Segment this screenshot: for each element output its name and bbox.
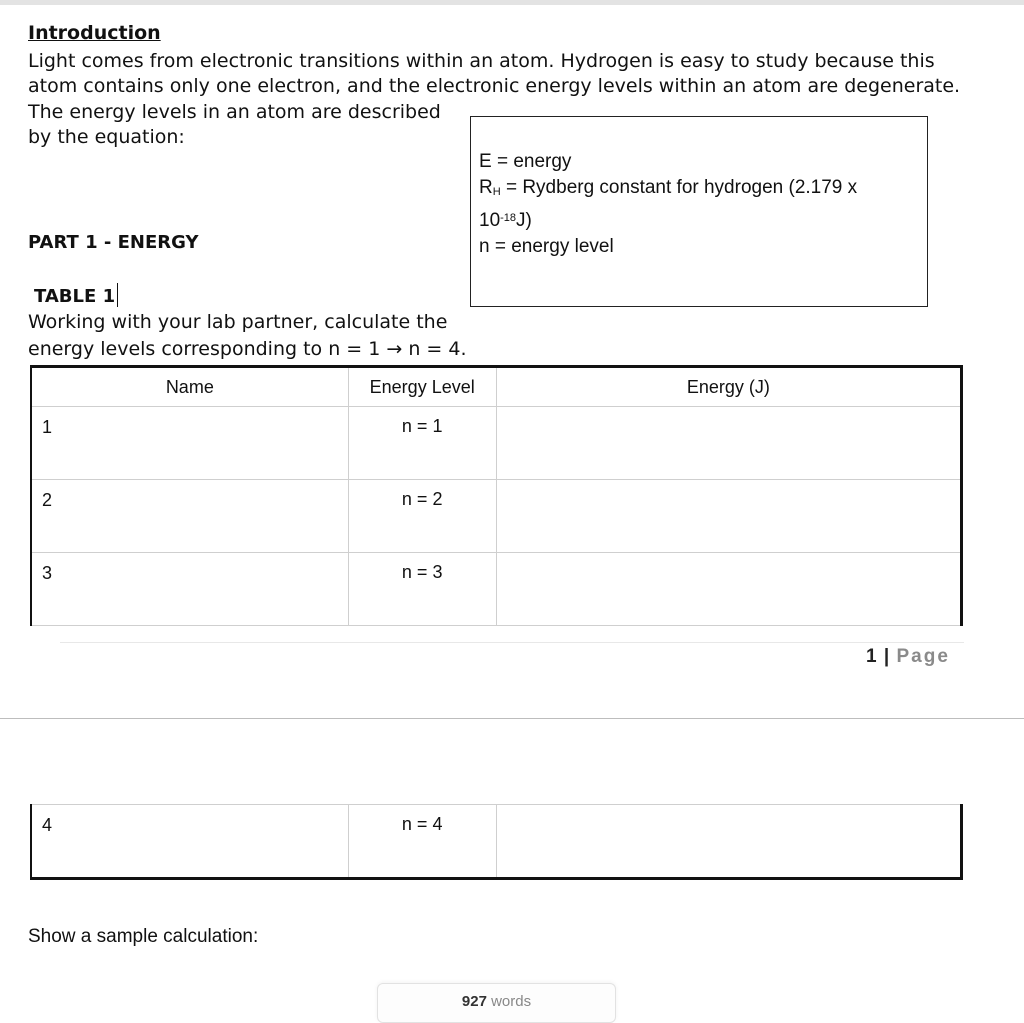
page-label: Page xyxy=(896,646,950,667)
row-energy-cell[interactable] xyxy=(496,480,961,553)
row-level-cell[interactable]: n = 1 xyxy=(348,407,496,480)
word-count-value: 927 xyxy=(461,993,487,1010)
legend-energy-level: n = energy level xyxy=(479,236,614,257)
energy-table-part-2 xyxy=(30,804,963,880)
row-level-cell[interactable]: n = 3 xyxy=(348,553,496,626)
row-energy-cell[interactable] xyxy=(496,805,961,879)
table-row xyxy=(31,553,962,626)
legend-energy: E = energy xyxy=(479,151,572,172)
word-count-label: words xyxy=(491,993,532,1010)
intro-line-3: The energy levels in an atom are described xyxy=(28,101,441,123)
table1-label-text: TABLE 1 xyxy=(34,286,116,307)
rydberg-base: 10 xyxy=(479,210,501,231)
word-count-button[interactable] xyxy=(377,983,616,1023)
header-name[interactable]: Name xyxy=(31,367,348,407)
part1-heading: PART 1 - ENERGY xyxy=(28,232,199,253)
table-row xyxy=(31,407,962,480)
rydberg-symbol: R xyxy=(479,177,493,198)
row-level-cell[interactable]: n = 2 xyxy=(348,480,496,553)
row-name-cell[interactable]: 2 xyxy=(31,480,348,553)
table-row xyxy=(31,480,962,553)
intro-line-4: by the equation: xyxy=(28,126,185,148)
rydberg-subscript: H xyxy=(492,186,501,198)
page-number xyxy=(866,646,950,668)
sample-calculation-prompt: Show a sample calculation: xyxy=(28,926,259,947)
table-header-row xyxy=(31,367,962,407)
row-name-cell[interactable]: 1 xyxy=(31,407,348,480)
rydberg-exponent: -18 xyxy=(500,212,517,224)
row-name-cell[interactable]: 3 xyxy=(31,553,348,626)
header-energy-level[interactable]: Energy Level xyxy=(348,367,496,407)
table1-label[interactable] xyxy=(34,283,118,307)
header-energy-j[interactable]: Energy (J) xyxy=(496,367,961,407)
page-break-line xyxy=(0,718,1024,719)
page-number-value: 1 xyxy=(866,646,878,667)
intro-line-1: Light comes from electronic transitions within an atom. Hydrogen is easy to study because this xyxy=(28,50,935,72)
rydberg-text: = Rydberg constant for hydrogen (2.179 x xyxy=(500,177,858,198)
energy-table-part-1 xyxy=(30,365,963,626)
row-name-cell[interactable]: 4 xyxy=(31,805,348,879)
page-number-separator: | xyxy=(883,646,891,667)
legend-rydberg-value xyxy=(479,205,919,234)
table1-instruction-1: Working with your lab partner, calculate the xyxy=(28,311,448,333)
table-row xyxy=(31,805,962,879)
row-level-cell[interactable]: n = 4 xyxy=(348,805,496,879)
row-energy-cell[interactable] xyxy=(496,407,961,480)
page-footer-rule xyxy=(60,642,964,643)
text-cursor xyxy=(117,283,118,307)
row-energy-cell[interactable] xyxy=(496,553,961,626)
intro-heading: Introduction xyxy=(28,22,161,44)
legend-rydberg xyxy=(479,175,919,205)
equation-legend-box[interactable] xyxy=(470,116,928,307)
intro-line-2: atom contains only one electron, and the electronic energy levels within an atom are degenerate. xyxy=(28,75,961,97)
table1-instruction-2: energy levels corresponding to n = 1 → n = 4. xyxy=(28,338,467,360)
rydberg-unit: J) xyxy=(516,210,532,231)
